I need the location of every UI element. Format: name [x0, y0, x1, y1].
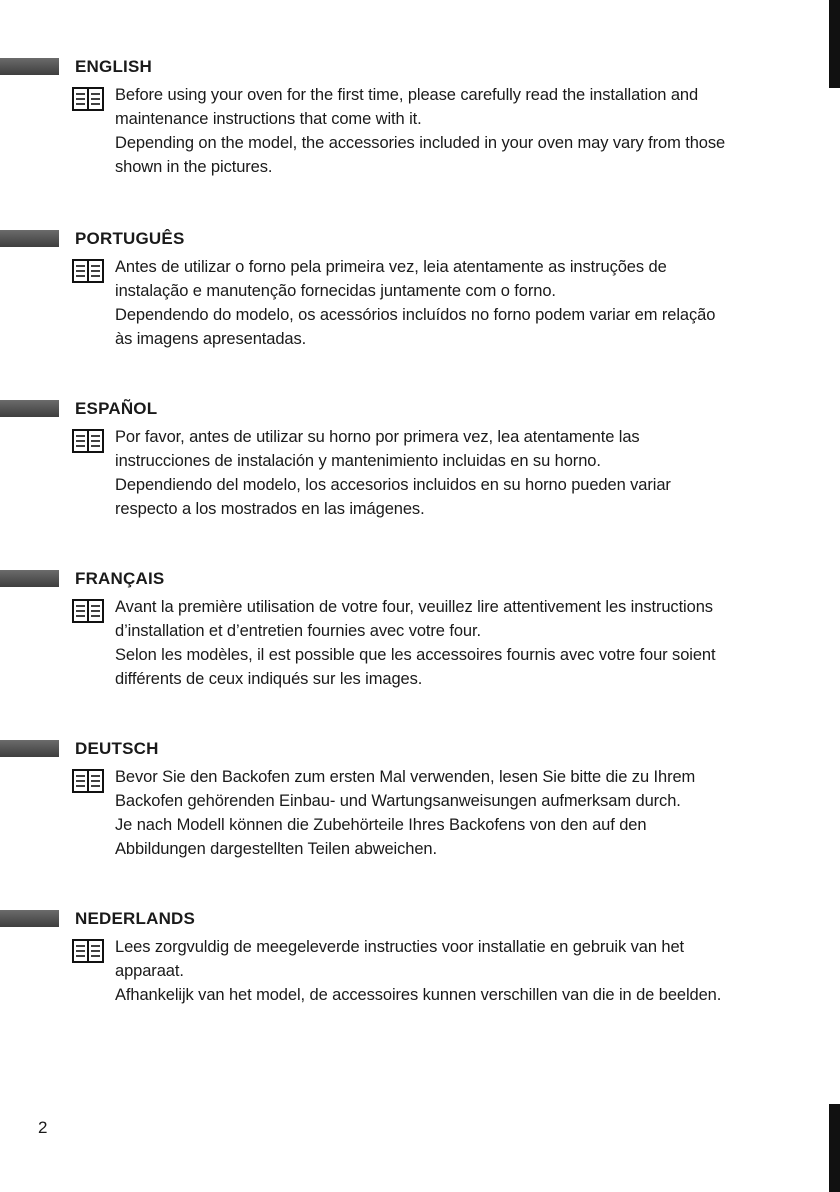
text-line: Antes de utilizar o forno pela primeira vez, leia atentamente as instruções de: [115, 258, 667, 276]
text-line: différents de ceux indiqués sur les images.: [115, 670, 423, 688]
section-title: NEDERLANDS: [75, 909, 196, 928]
section-text: [115, 935, 785, 1007]
manual-book-icon: [72, 259, 104, 283]
page-edge-marker-bottom: [829, 1104, 840, 1192]
manual-book-icon: [72, 429, 104, 453]
section-title: ENGLISH: [75, 57, 152, 76]
text-line: Bevor Sie den Backofen zum ersten Mal verwenden, lesen Sie bitte die zu Ihrem: [115, 768, 696, 786]
manual-book-icon: [72, 769, 104, 793]
language-tab-marker: [0, 570, 59, 587]
section-text: [115, 765, 785, 861]
text-line: Backofen gehörenden Einbau- und Wartungsanweisungen aufmerksam durch.: [115, 792, 681, 810]
text-line: maintenance instructions that come with it.: [115, 110, 422, 128]
section-title: DEUTSCH: [75, 739, 159, 758]
text-line: d’installation et d’entretien fournies avec votre four.: [115, 622, 481, 640]
manual-book-icon: [72, 599, 104, 623]
language-tab-marker: [0, 230, 59, 247]
page-number: 2: [38, 1118, 48, 1137]
section-text: [115, 83, 785, 179]
text-line: shown in the pictures.: [115, 158, 273, 176]
text-line: Before using your oven for the first time, please carefully read the installation and: [115, 86, 699, 104]
text-line: instalação e manutenção fornecidas juntamente com o forno.: [115, 282, 556, 300]
text-line: Depending on the model, the accessories included in your oven may vary from those: [115, 134, 726, 152]
text-line: às imagens apresentadas.: [115, 330, 307, 348]
manual-book-icon: [72, 87, 104, 111]
section-text: [115, 255, 785, 351]
section-title: ESPAÑOL: [75, 399, 158, 418]
page-edge-marker-top: [829, 0, 840, 88]
text-line: Dependendo do modelo, os acessórios incluídos no forno podem variar em relação: [115, 306, 716, 324]
text-line: Abbildungen dargestellten Teilen abweichen.: [115, 840, 437, 858]
text-line: Avant la première utilisation de votre four, veuillez lire attentivement les instructions: [115, 598, 713, 616]
language-tab-marker: [0, 740, 59, 757]
language-tab-marker: [0, 910, 59, 927]
text-line: instrucciones de instalación y mantenimiento incluidas en su horno.: [115, 452, 601, 470]
section-text: [115, 425, 785, 521]
section-title: FRANÇAIS: [75, 569, 165, 588]
text-line: Je nach Modell können die Zubehörteile Ihres Backofens von den auf den: [115, 816, 647, 834]
language-tab-marker: [0, 58, 59, 75]
text-line: apparaat.: [115, 962, 184, 980]
section-title: PORTUGUÊS: [75, 229, 185, 248]
text-line: Lees zorgvuldig de meegeleverde instructies voor installatie en gebruik van het: [115, 938, 685, 956]
text-line: Por favor, antes de utilizar su horno por primera vez, lea atentamente las: [115, 428, 640, 446]
text-line: Selon les modèles, il est possible que les accessoires fournis avec votre four soient: [115, 646, 716, 664]
text-line: Afhankelijk van het model, de accessoires kunnen verschillen van die in de beelden.: [115, 986, 722, 1004]
manual-book-icon: [72, 939, 104, 963]
language-tab-marker: [0, 400, 59, 417]
text-line: Dependiendo del modelo, los accesorios incluidos en su horno pueden variar: [115, 476, 671, 494]
text-line: respecto a los mostrados en las imágenes.: [115, 500, 425, 518]
section-text: [115, 595, 785, 691]
